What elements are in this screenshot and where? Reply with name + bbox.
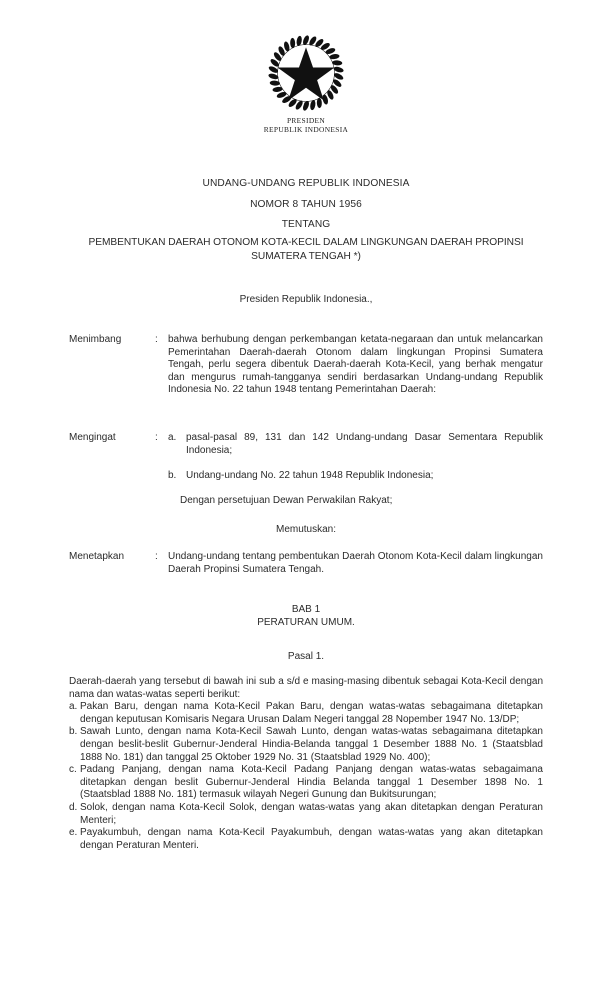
mengingat-item [168, 432, 543, 457]
chapter-subheading: PERATURAN UMUM. [257, 617, 355, 628]
article-list-item [69, 802, 543, 827]
article-list-item-marker: a. [69, 701, 78, 713]
clause-menetapkan-colon: : [155, 551, 158, 562]
article-list-item [69, 827, 543, 852]
mengingat-item-marker: b. [168, 469, 177, 481]
article-heading: Pasal 1. [287, 651, 325, 662]
title-line-act-name: UNDANG-UNDANG REPUBLIK INDONESIA [202, 178, 410, 189]
mengingat-item-text: Undang-undang No. 22 tahun 1948 Republik Indonesia; [186, 469, 434, 481]
clause-mengingat-label: Mengingat [69, 432, 116, 443]
mengingat-item-marker: a. [168, 432, 177, 443]
title-line-number: NOMOR 8 TAHUN 1956 [250, 198, 362, 210]
state-emblem-block [0, 33, 612, 135]
article-list-item-marker: c. [69, 764, 77, 776]
emblem-caption [0, 116, 612, 135]
clause-mengingat-body [168, 432, 543, 508]
article-body [69, 676, 543, 852]
garuda-star-wreath-emblem [265, 33, 347, 113]
mengingat-item-text: pasal-pasal 89, 131 dan 142 Undang-undang Dasar Sementara Republik Indonesia; [186, 432, 543, 456]
clause-menetapkan-body [168, 551, 543, 576]
article-list-item [69, 764, 543, 802]
clause-menetapkan-label: Menetapkan [69, 551, 125, 562]
mengingat-item [168, 470, 543, 483]
article-list-item-marker: e. [69, 827, 78, 839]
document-title-block [69, 174, 543, 265]
emblem-caption-line-1: PRESIDEN [286, 116, 326, 125]
clause-menimbang-colon: : [155, 334, 158, 345]
clause-menimbang-label: Menimbang [69, 334, 122, 345]
clause-menimbang [69, 334, 543, 397]
authority-line: Presiden Republik Indonesia., [239, 294, 373, 305]
mengingat-approval-note: Dengan persetujuan Dewan Perwakilan Rakyat; [180, 494, 393, 506]
chapter-heading: BAB 1 [291, 604, 321, 615]
article-list-item-text: Sawah Lunto, dengan nama Kota-Kecil Sawah Lunto, dengan watas-watas sebagaimana ditetapkan dengan beslit-beslit Gubernur-Jenderal Hindia-Belanda tanggal 1 Desember 1888 No. 1 (Staatsblad 1888 No. 181) dan tanggal 25 Oktober 1929 No. 31 (Staatsblad 1929 No. 400); [80, 726, 543, 763]
clause-menimbang-text: bahwa berhubung dengan perkembangan ketata-negaraan dan untuk melancarkan Pemerintahan Daerah-daerah Otonom dalam lingkungan Propinsi Sumatera Tengah, perlu segera dibentuk Daerah-daerah Kota-Kecil, yang berhak mengatur dan mengurus rumah-tangganya sendiri berdasarkan Undang-undang Republik Indonesia No. 22 tahun 1948 tentang Pemerintahan Daerah: [168, 334, 543, 396]
title-line-tentang: TENTANG [281, 219, 331, 230]
clause-mengingat-colon: : [155, 432, 158, 443]
article-list-item-text: Solok, dengan nama Kota-Kecil Solok, dengan watas-watas yang akan ditetapkan dengan Peraturan Menteri; [80, 801, 543, 826]
article-list-item [69, 701, 543, 726]
clause-menimbang-body [168, 334, 543, 397]
title-line-subject-2: SUMATERA TENGAH *) [251, 251, 361, 262]
article-list-item-marker: b. [69, 726, 78, 738]
article-list-item-marker: d. [69, 801, 78, 813]
article-list-item-text: Pakan Baru, dengan nama Kota-Kecil Pakan Baru, dengan watas-watas sebagaimana ditetapkan dengan keputusan Komisaris Negara Urusan Dalam Negeri tanggal 28 Nopember 1947 No. 13/DP; [80, 701, 543, 725]
article-list-item [69, 726, 543, 764]
article-intro-text: Daerah-daerah yang tersebut di bawah ini sub a s/d e masing-masing dibentuk sebagai Kota-Kecil dengan nama dan watas-watas seperti berikut: [69, 676, 543, 700]
article-list-item-text: Payakumbuh, dengan nama Kota-Kecil Payakumbuh, dengan watas-watas yang akan ditetapkan dengan Peraturan Menteri. [80, 827, 543, 851]
clause-menetapkan [69, 551, 543, 576]
clause-mengingat [69, 432, 543, 508]
article-list-item-text: Padang Panjang, dengan nama Kota-Kecil Padang Panjang dengan watas-watas sebagaimana ditetapkan dengan beslit Gubernur-Jenderal Hindia Belanda tanggal 1 Desember 1898 No. 1 (Staatsblad 1888 No. 181) termasuk wilayah Negeri Gunung dan Bukitsurungan; [80, 764, 543, 801]
clause-menetapkan-text: Undang-undang tentang pembentukan Daerah Otonom Kota-Kecil dalam lingkungan Daerah Propinsi Sumatera Tengah. [168, 551, 543, 575]
emblem-caption-line-2: REPUBLIK INDONESIA [263, 125, 349, 135]
memutuskan-heading: Memutuskan: [275, 524, 337, 535]
title-line-subject-1: PEMBENTUKAN DAERAH OTONOM KOTA-KECIL DALAM LINGKUNGAN DAERAH PROPINSI [88, 236, 524, 248]
